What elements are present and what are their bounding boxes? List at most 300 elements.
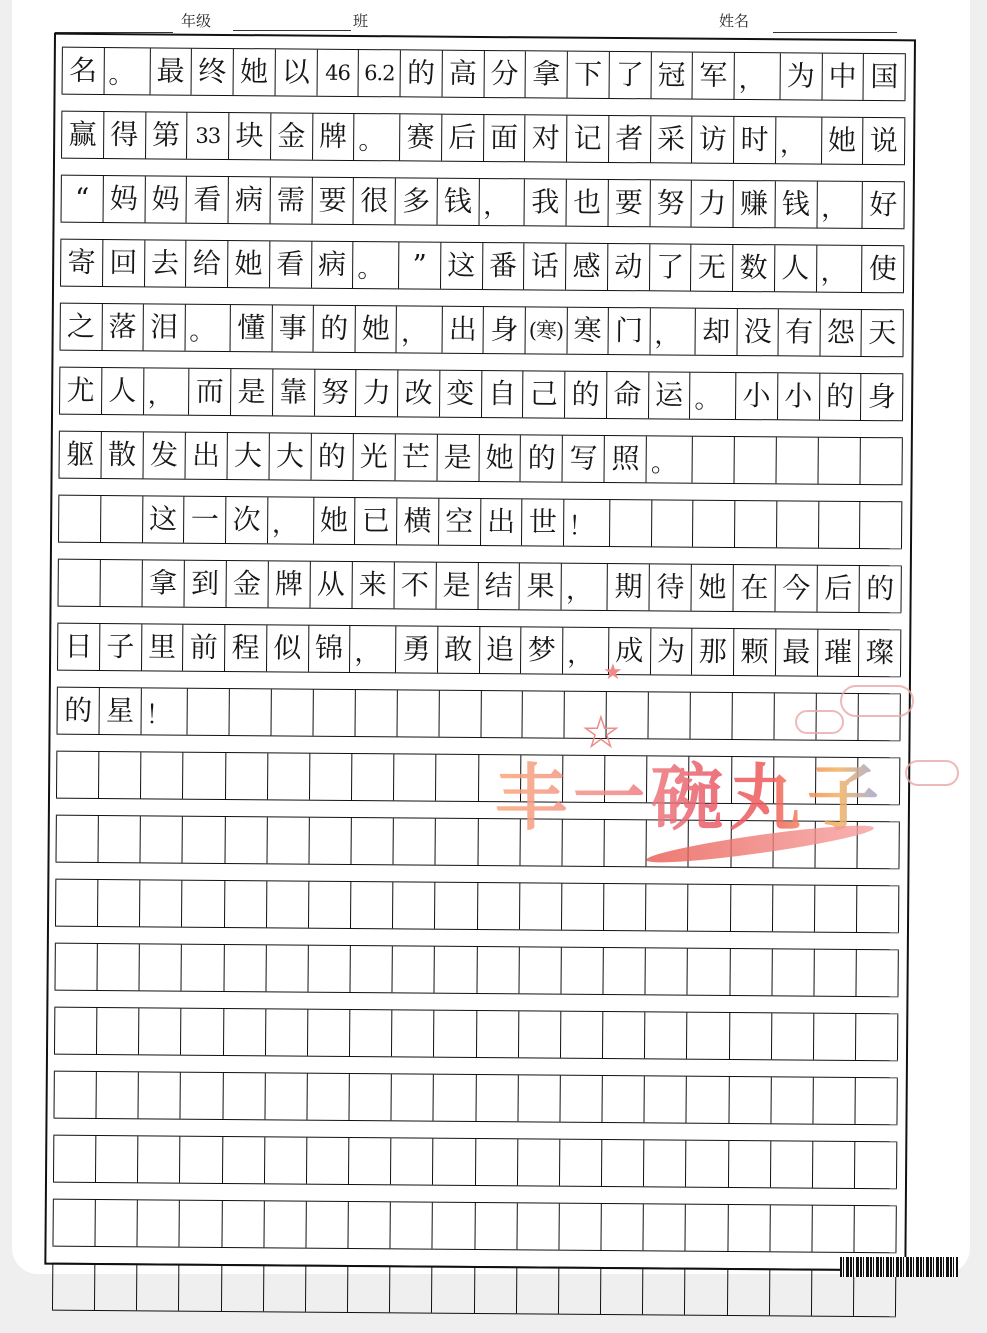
grid-cell xyxy=(813,950,856,996)
grid-cell xyxy=(434,883,477,929)
grid-cell xyxy=(769,1205,812,1251)
grid-cell: ， xyxy=(143,368,189,414)
grid-cell xyxy=(306,1074,349,1120)
grid-cell xyxy=(179,1201,222,1247)
grid-cell xyxy=(859,502,902,548)
grid-cell: 怨 xyxy=(819,310,861,356)
grid-cell xyxy=(730,821,773,867)
grid-cell xyxy=(431,1267,474,1313)
grid-cell xyxy=(266,881,309,927)
grid-cell xyxy=(560,1012,603,1058)
grid-cell: 到 xyxy=(183,561,225,607)
grid-cell xyxy=(601,1140,644,1186)
grid-cell: ， xyxy=(267,497,313,543)
grid-cell xyxy=(99,560,141,606)
grid-cell: 高 xyxy=(441,51,483,97)
grid-cell xyxy=(769,1269,812,1315)
grid-cell: 有 xyxy=(778,309,820,355)
grid-cell: 的 xyxy=(310,434,352,480)
grid-cell: 里 xyxy=(141,624,183,670)
grid-cell: 分 xyxy=(483,51,525,97)
grid-cell xyxy=(312,690,354,736)
grid-cell: 星 xyxy=(98,688,140,734)
grid-cell: 发 xyxy=(142,432,184,478)
grid-cell xyxy=(858,694,901,740)
grid-cell: 世 xyxy=(521,499,563,545)
grid-row xyxy=(52,1263,896,1318)
grid-cell xyxy=(180,1073,223,1119)
grid-cell: 是 xyxy=(435,563,477,609)
grid-row xyxy=(53,1071,897,1126)
grid-cell xyxy=(266,817,309,863)
grid-cell xyxy=(650,500,692,546)
grid-cell: 钱 xyxy=(436,179,478,225)
grid-cell: 牌 xyxy=(312,114,354,160)
grid-cell: 没 xyxy=(736,309,778,355)
grid-cell xyxy=(728,1077,771,1123)
grid-cell xyxy=(393,754,436,800)
grid-cell: 我 xyxy=(524,179,566,225)
grid-cell xyxy=(223,1009,266,1055)
grid-cell xyxy=(140,752,183,798)
grid-cell: 结 xyxy=(477,563,519,609)
grid-cell xyxy=(687,949,730,995)
grid-cell: 寄 xyxy=(60,240,102,286)
grid-cell xyxy=(602,1012,645,1058)
grid-row xyxy=(54,1007,898,1062)
grid-cell: 无 xyxy=(690,245,732,291)
grid-cell xyxy=(817,502,859,548)
grid-cell: 赚 xyxy=(733,181,775,227)
grid-cell xyxy=(726,1269,769,1315)
grid-cell xyxy=(140,816,183,862)
grid-cell xyxy=(263,1265,306,1311)
grid-cell: 名 xyxy=(62,48,104,94)
grid-cell xyxy=(97,880,140,926)
grid-cell xyxy=(221,1265,264,1311)
grid-cell xyxy=(432,1139,475,1185)
grid-cell xyxy=(772,821,815,867)
grid-cell: 芒 xyxy=(394,434,436,480)
grid-cell xyxy=(729,949,772,995)
grid-cell: 出 xyxy=(480,499,522,545)
grid-cell: 牌 xyxy=(267,561,309,607)
grid-cell xyxy=(308,882,351,928)
grid-cell: 动 xyxy=(607,244,649,290)
grid-cell xyxy=(645,884,688,930)
grid-cell: ， xyxy=(562,628,608,674)
grid-cell: 变 xyxy=(439,371,481,417)
grid-cell xyxy=(727,1141,770,1187)
grid-row xyxy=(55,815,899,870)
grid-cell: 多 xyxy=(395,178,437,224)
grid-cell xyxy=(434,947,477,993)
grid-cell xyxy=(772,885,815,931)
grid-cell xyxy=(601,1204,644,1250)
grid-cell: 番 xyxy=(482,243,524,289)
grid-cell xyxy=(267,753,310,799)
grid-cell xyxy=(643,1140,686,1186)
grid-cell: 后 xyxy=(817,566,859,612)
grid-cell xyxy=(812,1078,855,1124)
grid-cell xyxy=(97,944,140,990)
grid-cell xyxy=(348,1202,391,1248)
grid-cell: 璀 xyxy=(816,630,858,676)
grid-cell: 那 xyxy=(691,629,733,675)
grid-cell xyxy=(692,437,734,483)
grid-cell: ！ xyxy=(563,500,609,546)
grid-cell xyxy=(179,1137,222,1183)
grid-cell: 看 xyxy=(186,177,228,223)
grid-cell: 出 xyxy=(441,307,483,353)
grid-cell xyxy=(137,1136,180,1182)
grid-row xyxy=(62,47,906,102)
grid-cell: 改 xyxy=(397,370,439,416)
grid-cell: 果 xyxy=(519,563,561,609)
grid-cell xyxy=(270,689,312,735)
grid-cell xyxy=(604,820,647,866)
grid-row xyxy=(58,559,902,614)
grid-cell: 日 xyxy=(57,624,99,670)
grid-cell xyxy=(853,1206,897,1252)
grid-cell: 大 xyxy=(268,433,310,479)
grid-cell: 的 xyxy=(859,566,902,612)
grid-cell xyxy=(517,1139,560,1185)
grid-cell: 面 xyxy=(483,115,525,161)
grid-cell: 身 xyxy=(483,307,525,353)
grid-cell: 待 xyxy=(649,564,691,610)
grid-cell: 的 xyxy=(818,374,860,420)
grid-cell xyxy=(223,945,266,991)
grid-cell xyxy=(811,1206,854,1252)
grid-cell: 小 xyxy=(777,373,819,419)
grade-label: 年级 xyxy=(181,12,212,30)
grid-cell xyxy=(643,1204,686,1250)
grid-row xyxy=(55,879,899,934)
grid-cell: 事 xyxy=(271,305,313,351)
grid-cell xyxy=(309,754,352,800)
grid-cell xyxy=(729,885,772,931)
grid-cell xyxy=(264,1073,307,1119)
grid-cell: 一 xyxy=(183,497,225,543)
grid-cell xyxy=(644,1076,687,1122)
grid-cell xyxy=(351,818,394,864)
grid-cell xyxy=(522,691,564,737)
grid-cell xyxy=(390,1202,433,1248)
grid-cell: 小 xyxy=(735,373,777,419)
grid-cell xyxy=(178,1265,221,1311)
grid-cell: ， xyxy=(734,53,780,99)
grid-cell: 最 xyxy=(775,629,817,675)
grid-cell xyxy=(558,1204,601,1250)
grid-row xyxy=(59,431,903,486)
grid-cell: 勇 xyxy=(395,626,437,672)
grid-cell: 泪 xyxy=(143,304,185,350)
grid-cell xyxy=(771,1013,814,1059)
grid-cell xyxy=(561,884,604,930)
grid-cell xyxy=(686,1077,729,1123)
grid-cell: 说 xyxy=(862,118,905,164)
grid-cell: 门 xyxy=(608,308,650,354)
grid-cell xyxy=(350,882,393,928)
grid-cell xyxy=(645,948,688,994)
grid-cell xyxy=(433,1075,476,1121)
grid-cell xyxy=(308,818,351,864)
grid-cell: 却 xyxy=(695,309,737,355)
grid-cell: 采 xyxy=(650,116,692,162)
grid-row xyxy=(61,111,905,166)
grid-cell xyxy=(347,1266,390,1312)
grid-cell: 要 xyxy=(311,178,353,224)
grid-cell: 要 xyxy=(607,180,649,226)
grid-cell xyxy=(95,1136,138,1182)
grid-cell: 。 xyxy=(184,305,230,351)
grid-cell xyxy=(474,1203,517,1249)
grid-cell: 她 xyxy=(227,241,269,287)
grid-cell: 颗 xyxy=(733,629,775,675)
grid-cell xyxy=(559,1076,602,1122)
grid-cell xyxy=(816,694,858,740)
grid-cell xyxy=(180,1009,223,1055)
grid-cell xyxy=(392,946,435,992)
grid-cell xyxy=(815,758,858,804)
grid-row xyxy=(56,751,900,806)
grid-cell xyxy=(476,947,519,993)
grid-cell xyxy=(58,560,100,606)
grid-cell xyxy=(854,1078,898,1124)
grid-cell: ， xyxy=(349,626,395,672)
grid-cell xyxy=(516,1267,559,1313)
grid-cell: 是 xyxy=(436,435,478,481)
grid-cell: 为 xyxy=(779,53,821,99)
grid-cell xyxy=(478,755,521,801)
grid-cell xyxy=(350,946,393,992)
grid-cell xyxy=(305,1202,348,1248)
grid-cell xyxy=(857,758,901,804)
grid-cell xyxy=(139,944,182,990)
grid-cell xyxy=(349,1074,392,1120)
class-blank xyxy=(233,30,351,31)
grid-cell: 拿 xyxy=(141,560,183,606)
grid-cell xyxy=(732,693,774,739)
grid-cell xyxy=(349,1010,392,1056)
grid-cell xyxy=(95,1200,138,1246)
grid-cell xyxy=(393,818,436,864)
grid-cell xyxy=(53,1136,96,1182)
grid-cell: 后 xyxy=(441,115,483,161)
grid-cell xyxy=(776,501,818,547)
grid-cell: 在 xyxy=(733,565,775,611)
grid-cell: 天 xyxy=(861,310,904,356)
grid-cell xyxy=(351,754,394,800)
grid-cell: 使 xyxy=(861,246,904,292)
grid-cell xyxy=(475,1075,518,1121)
grid-cell xyxy=(100,496,142,542)
grid-cell: 她 xyxy=(354,306,396,352)
grid-cell xyxy=(814,822,857,868)
grid-cell: 。 xyxy=(646,436,692,482)
grid-cell xyxy=(774,693,816,739)
grid-cell xyxy=(814,886,857,932)
grid-cell xyxy=(138,1072,181,1118)
grid-cell: 她 xyxy=(821,118,863,164)
grid-cell: 璨 xyxy=(858,630,901,676)
star-icon: ★ xyxy=(603,660,623,685)
grid-row xyxy=(56,687,900,742)
barcode xyxy=(840,1257,958,1277)
grid-cell xyxy=(770,1141,813,1187)
grid-cell xyxy=(692,501,734,547)
grid-cell: 出 xyxy=(184,433,226,479)
grid-cell: 块 xyxy=(228,113,270,159)
grid-cell xyxy=(518,947,561,993)
grid-cell: 好 xyxy=(862,182,905,228)
grid-cell: 程 xyxy=(224,625,266,671)
grid-cell xyxy=(56,816,99,862)
grid-cell xyxy=(307,946,350,992)
grid-row xyxy=(57,623,901,678)
grid-cell xyxy=(221,1201,264,1247)
grid-cell: 了 xyxy=(608,52,650,98)
grid-cell xyxy=(776,437,818,483)
grid-cell xyxy=(519,819,562,865)
grid-cell xyxy=(685,1141,728,1187)
grid-row xyxy=(61,175,905,230)
grid-cell xyxy=(264,1137,307,1183)
grid-cell xyxy=(224,817,267,863)
grid-cell: 不 xyxy=(393,562,435,608)
grid-cell: 力 xyxy=(691,181,733,227)
grid-cell xyxy=(860,438,903,484)
grid-cell xyxy=(58,496,100,542)
grid-cell: 写 xyxy=(562,436,604,482)
grid-cell xyxy=(727,1205,770,1251)
grid-cell xyxy=(609,500,651,546)
grid-cell: 也 xyxy=(566,180,608,226)
grid-cell: 访 xyxy=(691,117,733,163)
grid-cell: 散 xyxy=(100,432,142,478)
grid-cell xyxy=(773,757,816,803)
grid-cell xyxy=(516,1203,559,1249)
grid-row xyxy=(60,303,904,358)
grid-cell: ， xyxy=(816,246,862,292)
grid-cell: 她 xyxy=(233,49,275,95)
grid-cell: 6.2 xyxy=(358,50,400,96)
grid-cell: 金 xyxy=(270,113,312,159)
grid-cell xyxy=(519,883,562,929)
grid-cell: 第 xyxy=(145,112,187,158)
grid-cell: 时 xyxy=(733,117,775,163)
grid-cell: 照 xyxy=(604,436,646,482)
grid-cell: ， xyxy=(396,306,442,352)
grid-cell: 拿 xyxy=(525,51,567,97)
grid-cell xyxy=(225,753,268,799)
grid-cell: 落 xyxy=(101,304,143,350)
grid-cell xyxy=(53,1072,96,1118)
grid-cell: 人 xyxy=(774,245,816,291)
grid-cell xyxy=(477,883,520,929)
grid-cell: 成 xyxy=(608,628,650,674)
grid-cell xyxy=(474,1267,517,1313)
grid-cell: 似 xyxy=(266,625,308,671)
grid-cell: 尤 xyxy=(59,368,101,414)
grid-cell xyxy=(435,755,478,801)
grid-cell xyxy=(228,689,270,735)
grid-cell xyxy=(390,1138,433,1184)
grid-cell xyxy=(728,1013,771,1059)
grid-cell: 终 xyxy=(191,49,233,95)
grid-cell: 大 xyxy=(226,433,268,479)
grid-cell xyxy=(54,944,97,990)
grid-cell: 的 xyxy=(564,372,606,418)
grid-cell: 需 xyxy=(269,177,311,223)
grid-cell xyxy=(603,884,646,930)
grid-cell: 次 xyxy=(225,497,267,543)
grid-cell: 身 xyxy=(860,374,903,420)
grid-cell xyxy=(139,880,182,926)
grid-cell xyxy=(687,885,730,931)
grid-cell: 的 xyxy=(57,688,99,734)
grid-cell xyxy=(55,880,98,926)
grid-cell xyxy=(433,1011,476,1057)
grid-cell: 病 xyxy=(228,177,270,223)
grid-cell: 懂 xyxy=(230,305,272,351)
grid-cell: 前 xyxy=(182,625,224,671)
composition-sheet xyxy=(44,33,916,1272)
grid-cell: ， xyxy=(649,308,695,354)
grid-cell: 感 xyxy=(565,244,607,290)
grid-cell: 的 xyxy=(400,50,442,96)
grid-cell: 命 xyxy=(606,372,648,418)
grid-cell xyxy=(688,821,731,867)
grid-cell: 军 xyxy=(692,53,734,99)
grid-cell: 46 xyxy=(316,50,358,96)
grid-cell xyxy=(391,1010,434,1056)
grid-cell xyxy=(432,1203,475,1249)
grid-cell: 看 xyxy=(269,241,311,287)
grid-cell xyxy=(604,756,647,802)
grid-cell xyxy=(306,1138,349,1184)
sheet-header xyxy=(55,6,905,36)
grid-cell: 很 xyxy=(353,178,395,224)
grid-cell: 妈 xyxy=(102,176,144,222)
grid-cell xyxy=(690,693,732,739)
grid-cell: ！ xyxy=(140,688,186,734)
grid-cell: 自 xyxy=(481,371,523,417)
grid-cell: 给 xyxy=(185,241,227,287)
grid-cell xyxy=(558,1268,601,1314)
grid-cell: 以 xyxy=(274,49,316,95)
grid-cell xyxy=(813,1014,856,1060)
grid-row xyxy=(59,367,903,422)
grid-cell: 努 xyxy=(649,180,691,226)
grid-cell xyxy=(686,1013,729,1059)
grid-cell: 金 xyxy=(225,561,267,607)
grid-cell: 她 xyxy=(478,435,520,481)
grid-cell: 她 xyxy=(313,498,355,544)
grid-cell xyxy=(688,757,731,803)
grid-cell xyxy=(517,1075,560,1121)
grid-cell: 光 xyxy=(352,434,394,480)
grid-cell: 来 xyxy=(351,562,393,608)
grid-cell: 得 xyxy=(103,112,145,158)
grid-cell: 下 xyxy=(567,52,609,98)
grid-cell xyxy=(265,1009,308,1055)
grid-cell xyxy=(389,1266,432,1312)
grid-cell xyxy=(856,822,900,868)
grid-cell xyxy=(181,881,224,927)
grid-cell xyxy=(224,881,267,927)
